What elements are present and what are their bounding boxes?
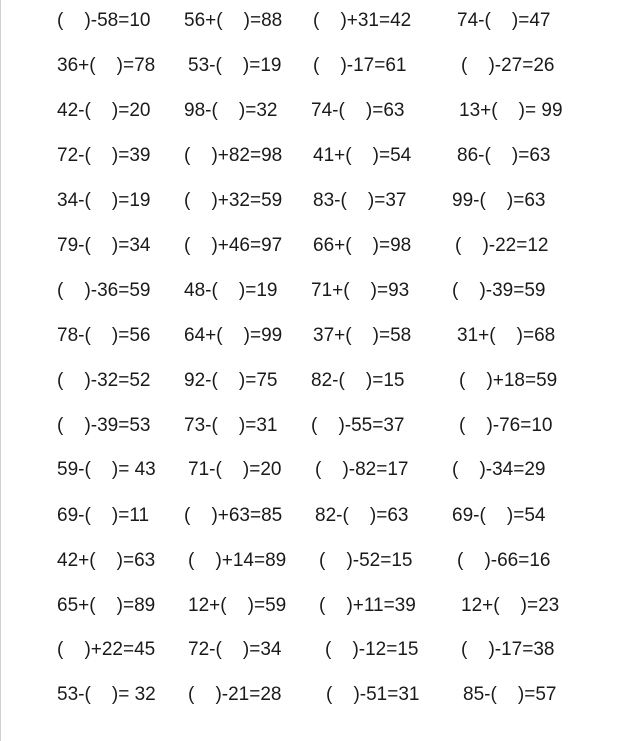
math-problem: ( )-58=10 — [57, 10, 151, 31]
math-problem: 13+( )= 99 — [459, 100, 563, 121]
problem-row — [0, 51, 634, 81]
math-problem: 86-( )=63 — [457, 145, 551, 166]
problem-row — [0, 635, 634, 665]
problem-row — [0, 231, 634, 261]
math-problem: 69-( )=54 — [452, 505, 546, 526]
math-problem: ( )-32=52 — [57, 370, 151, 391]
problem-row — [0, 501, 634, 531]
problem-row — [0, 591, 634, 621]
math-problem: 69-( )=11 — [57, 505, 150, 526]
math-problem: ( )-39=59 — [452, 280, 546, 301]
math-problem: 59-( )= 43 — [57, 459, 156, 480]
math-problem: ( )+32=59 — [184, 190, 283, 211]
math-problem: 71+( )=93 — [311, 280, 410, 301]
math-problem: ( )+31=42 — [313, 10, 412, 31]
math-problem: 64+( )=99 — [184, 325, 283, 346]
problem-row — [0, 546, 634, 576]
math-problem: 31+( )=68 — [457, 325, 556, 346]
math-problem: 53-( )=19 — [188, 55, 282, 76]
math-problem: 65+( )=89 — [57, 595, 156, 616]
math-problem: 98-( )=32 — [184, 100, 278, 121]
math-problem: 71-( )=20 — [188, 459, 282, 480]
problem-row — [0, 366, 634, 396]
problem-row — [0, 96, 634, 126]
math-problem: ( )+11=39 — [319, 595, 416, 616]
problem-row — [0, 455, 634, 485]
math-problem: ( )-17=61 — [313, 55, 407, 76]
problem-row — [0, 6, 634, 36]
math-problem: 83-( )=37 — [313, 190, 407, 211]
math-problem: 92-( )=75 — [184, 370, 278, 391]
math-problem: 12+( )=23 — [461, 595, 560, 616]
math-problem: 72-( )=39 — [57, 145, 151, 166]
math-problem: 74-( )=47 — [457, 10, 551, 31]
math-problem: 66+( )=98 — [313, 235, 412, 256]
math-problem: ( )+46=97 — [184, 235, 283, 256]
math-problem: ( )+14=89 — [188, 550, 287, 571]
problem-row — [0, 186, 634, 216]
math-problem: 12+( )=59 — [188, 595, 287, 616]
math-problem: ( )-12=15 — [325, 639, 419, 660]
math-problem: ( )+63=85 — [184, 505, 283, 526]
math-problem: ( )-52=15 — [319, 550, 413, 571]
math-problem: 82-( )=63 — [315, 505, 409, 526]
math-problem: 82-( )=15 — [311, 370, 405, 391]
math-problem: 79-( )=34 — [57, 235, 151, 256]
math-problem: 56+( )=88 — [184, 10, 283, 31]
math-problem: ( )-27=26 — [461, 55, 555, 76]
math-problem: 36+( )=78 — [57, 55, 156, 76]
math-problem: 34-( )=19 — [57, 190, 151, 211]
math-problem: 73-( )=31 — [184, 415, 278, 436]
math-problem: 85-( )=57 — [463, 684, 557, 705]
math-problem: 72-( )=34 — [188, 639, 282, 660]
math-problem: ( )-39=53 — [57, 415, 151, 436]
problem-row — [0, 321, 634, 351]
math-problem: ( )-82=17 — [315, 459, 409, 480]
math-problem: ( )-66=16 — [457, 550, 551, 571]
math-problem: 78-( )=56 — [57, 325, 151, 346]
math-problem: 99-( )=63 — [452, 190, 546, 211]
math-problem: 42-( )=20 — [57, 100, 151, 121]
math-problem: 42+( )=63 — [57, 550, 156, 571]
math-problem: ( )-17=38 — [461, 639, 555, 660]
math-problem: ( )+82=98 — [184, 145, 283, 166]
math-problem: ( )-36=59 — [57, 280, 151, 301]
math-problem: ( )-51=31 — [326, 684, 420, 705]
math-problem: ( )+18=59 — [459, 370, 558, 391]
math-problem: ( )-34=29 — [452, 459, 546, 480]
math-problem: 53-( )= 32 — [57, 684, 156, 705]
math-problem: 41+( )=54 — [313, 145, 412, 166]
math-problem: 37+( )=58 — [313, 325, 412, 346]
math-problem: ( )-22=12 — [455, 235, 549, 256]
math-problem: ( )-21=28 — [188, 684, 282, 705]
math-problem: 48-( )=19 — [184, 280, 278, 301]
math-problem: ( )+22=45 — [57, 639, 156, 660]
math-problem: ( )-55=37 — [311, 415, 405, 436]
problem-row — [0, 680, 634, 710]
math-problem: ( )-76=10 — [459, 415, 553, 436]
problem-row — [0, 411, 634, 441]
problem-row — [0, 276, 634, 306]
math-problem: 74-( )=63 — [311, 100, 405, 121]
problem-row — [0, 141, 634, 171]
